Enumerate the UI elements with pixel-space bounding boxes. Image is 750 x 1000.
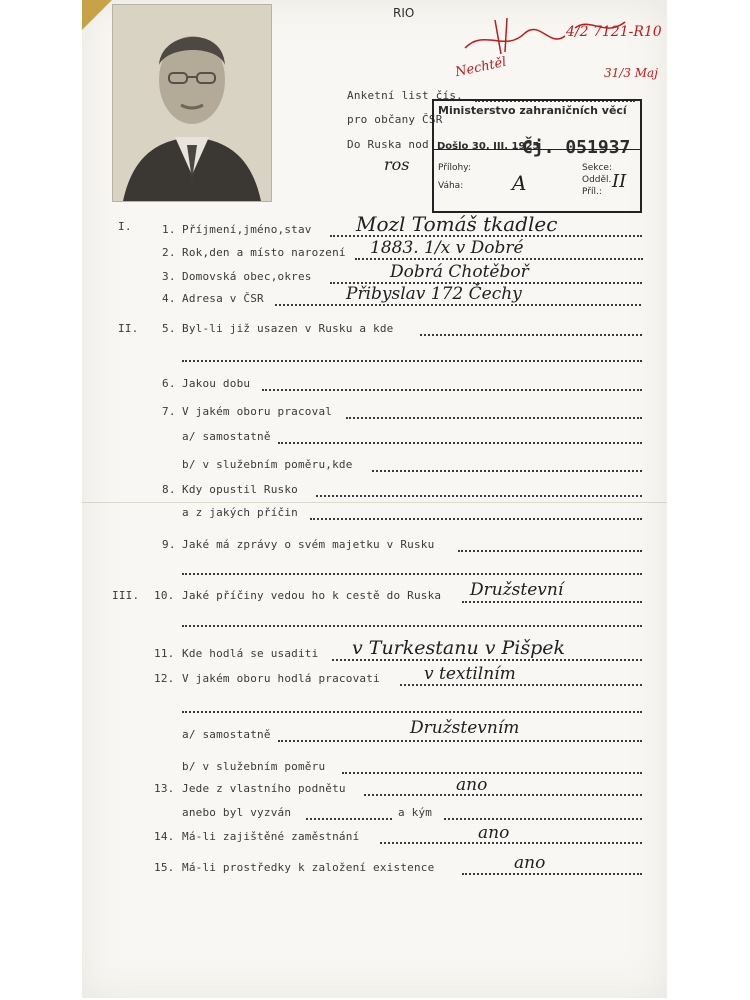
- handwritten-answer: Družstevní: [470, 580, 564, 600]
- stamp-divider: [434, 149, 640, 150]
- stamp-hand-a: A: [512, 171, 527, 195]
- item-number: 1.: [162, 223, 176, 236]
- answer-line: [275, 304, 641, 306]
- item-number: 7.: [162, 405, 176, 418]
- answer-line: [262, 389, 642, 391]
- stamp-title: Ministerstvo zahraničních věcí: [438, 104, 627, 117]
- item-number: 3.: [162, 270, 176, 283]
- stamp-oddel: Odděl.: [582, 175, 612, 185]
- item-label: Příjmení,jméno,stav: [182, 223, 312, 236]
- header-line-1: Anketní list čís.: [347, 89, 463, 102]
- item-label: a kým: [398, 806, 433, 819]
- handwritten-answer: Mozl Tomáš tkadlec: [356, 212, 558, 236]
- stamp-sekce: Sekce:: [582, 163, 612, 173]
- answer-line: [332, 659, 642, 661]
- answer-line: [364, 794, 642, 796]
- section-I: I.: [118, 220, 132, 233]
- answer-line: [380, 842, 642, 844]
- handwritten-answer: ano: [456, 775, 488, 795]
- item-label: Má-li prostředky k založení existence: [182, 861, 435, 874]
- handwritten-answer: 1883. 1/x v Dobré: [370, 238, 524, 258]
- handwritten-answer: v textilním: [424, 664, 516, 684]
- answer-line: [346, 417, 642, 419]
- item-label: b/ v služebním poměru,kde: [182, 458, 353, 471]
- answer-line: [310, 518, 642, 520]
- stamp-prilohy: Přílohy:: [438, 163, 471, 173]
- item-label: Kdy opustil Rusko: [182, 483, 298, 496]
- answer-line: [462, 873, 642, 875]
- handwritten-answer: ano: [478, 823, 510, 843]
- item-number: 5.: [162, 322, 176, 335]
- handwritten-answer: Dobrá Chotěboř: [390, 262, 529, 282]
- answer-line: [278, 442, 642, 444]
- header-line-3: Do Ruska nod: [347, 138, 429, 151]
- item-number: 15.: [154, 861, 175, 874]
- item-label: Byl-li již usazen v Rusku a kde: [182, 322, 394, 335]
- red-handwritten-note: Nechtěl: [454, 54, 508, 81]
- red-registry-note: 4/2 7121-R10: [566, 24, 662, 40]
- stamp-date: Došlo 30. III. 1925: [437, 141, 540, 152]
- item-label: Rok,den a místo narození: [182, 246, 346, 259]
- item-label: b/ v služebním poměru: [182, 760, 326, 773]
- item-label: Jaké má zprávy o svém majetku v Rusku: [182, 538, 435, 551]
- stamp-hand-b: II: [612, 171, 627, 192]
- answer-line: [462, 601, 642, 603]
- answer-line: [182, 573, 642, 575]
- section-II: II.: [118, 322, 139, 335]
- handwritten-answer: Družstevním: [410, 718, 520, 738]
- paper-fold-line: [82, 502, 667, 503]
- item-number: 13.: [154, 782, 175, 795]
- item-number: 6.: [162, 377, 176, 390]
- section-III: III.: [112, 589, 140, 602]
- item-label: anebo byl vyzván: [182, 806, 292, 819]
- header-line-2: pro občany ČSR: [347, 113, 443, 126]
- item-label: Jakou dobu: [182, 377, 251, 390]
- stamp-vaha: Váha:: [438, 181, 464, 191]
- answer-line: [420, 334, 642, 336]
- answer-line: [278, 740, 642, 742]
- answer-line: [342, 772, 642, 774]
- answer-line: [306, 818, 392, 820]
- red-date-note: 31/3 Maj: [604, 66, 658, 80]
- answer-line: [182, 360, 642, 362]
- item-number: 14.: [154, 830, 175, 843]
- item-label: Má-li zajištěné zaměstnání: [182, 830, 360, 843]
- item-label: V jakém oboru pracoval: [182, 405, 333, 418]
- handwritten-answer: ano: [514, 853, 546, 873]
- answer-line: [372, 470, 642, 472]
- red-scribble: [455, 8, 635, 68]
- answer-line: [316, 495, 642, 497]
- item-number: 11.: [154, 647, 175, 660]
- answer-line: [182, 711, 642, 713]
- item-label: a/ samostatně: [182, 728, 271, 741]
- item-label: Adresa v ČSR: [182, 292, 264, 305]
- item-label: Jede z vlastního podnětu: [182, 782, 346, 795]
- paper-clip-corner: [82, 0, 112, 30]
- item-label: a z jakých příčin: [182, 506, 298, 519]
- top-mark: RIO: [393, 6, 415, 20]
- handwritten-answer: Přibyslav 172 Čechy: [346, 284, 522, 304]
- item-number: 4.: [162, 292, 176, 305]
- item-label: Jaké příčiny vedou ho k cestě do Ruska: [182, 589, 442, 602]
- answer-line: [182, 625, 642, 627]
- answer-line: [400, 684, 642, 686]
- stamp-pril: Příl.:: [582, 187, 602, 197]
- answer-line: [355, 258, 643, 260]
- handwritten-answer: v Turkestanu v Pišpek: [352, 637, 566, 659]
- item-number: 8.: [162, 483, 176, 496]
- item-label: a/ samostatně: [182, 430, 271, 443]
- ministry-stamp: [432, 99, 642, 213]
- item-number: 10.: [154, 589, 175, 602]
- portrait-photo: [112, 4, 272, 202]
- item-label: Kde hodlá se usaditi: [182, 647, 319, 660]
- answer-line: [444, 818, 642, 820]
- header-handwriting: ros: [384, 155, 410, 174]
- item-label: V jakém oboru hodlá pracovati: [182, 672, 380, 685]
- item-number: 12.: [154, 672, 175, 685]
- item-label: Domovská obec,okres: [182, 270, 312, 283]
- answer-line: [458, 550, 642, 552]
- item-number: 2.: [162, 246, 176, 259]
- item-number: 9.: [162, 538, 176, 551]
- stamp-number: Čj. 051937: [522, 137, 631, 158]
